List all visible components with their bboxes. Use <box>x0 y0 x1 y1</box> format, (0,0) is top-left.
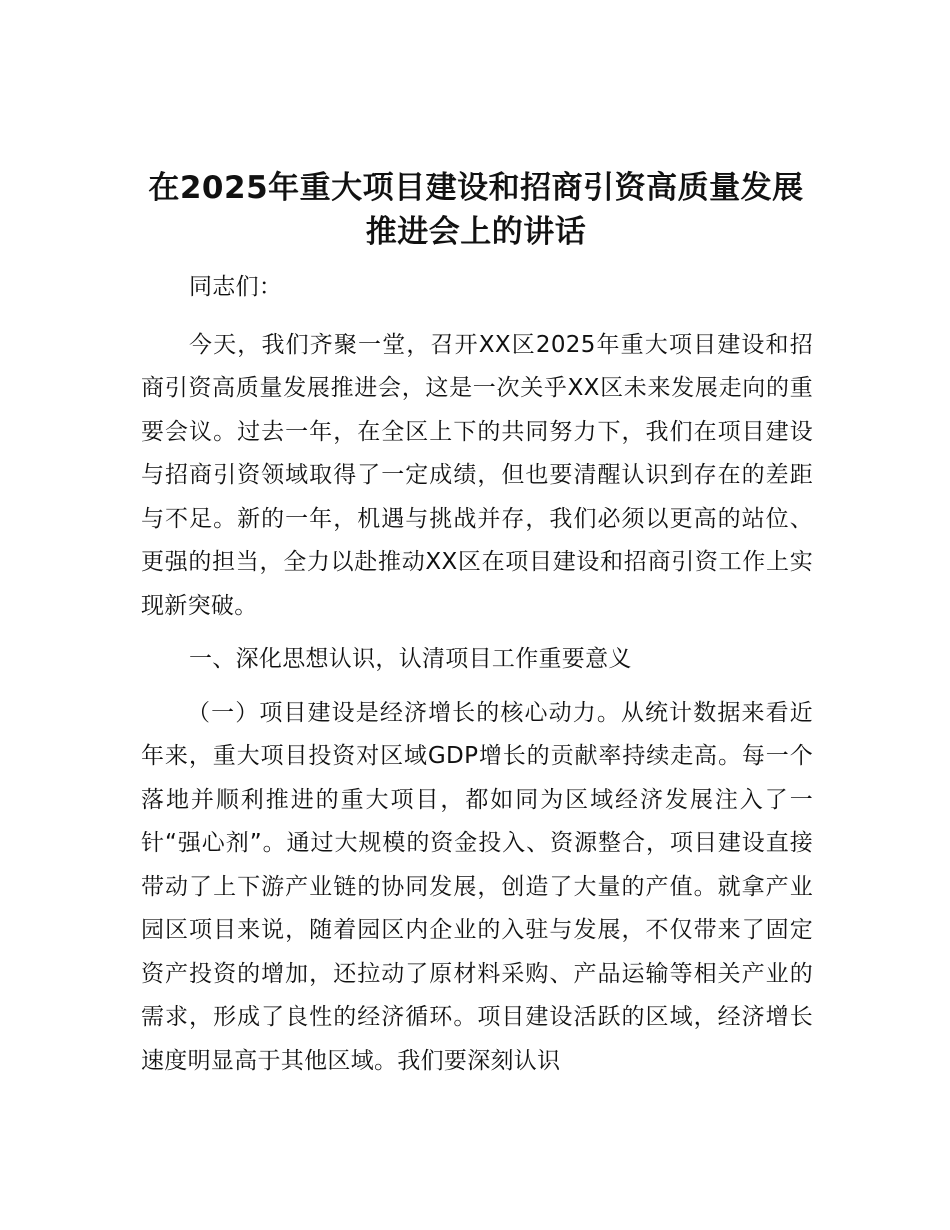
document-title: 在2025年重大项目建设和招商引资高质量发展推进会上的讲话 <box>148 170 804 250</box>
document-body <box>141 266 813 1083</box>
intro-paragraph: 今天，我们齐聚一堂，召开XX区2025年重大项目建设和招商引资高质量发展推进会，这是一次关乎XX区未来发展走向的重要会议。过去一年，在全区上下的共同努力下，我们在项目建设与招商引资领域取得了一定成绩，但也要清醒认识到存在的差距与不足。新的一年，机遇与挑战并存，我们必须以更高的站位、更强的担当，全力以赴推动XX区在项目建设和招商引资工作上实现新突破。 <box>141 331 813 619</box>
section-heading: 一、深化思想认识，认清项目工作重要意义 <box>189 646 632 672</box>
greeting: 同志们： <box>189 274 283 300</box>
section-paragraph: （一）项目建设是经济增长的核心动力。从统计数据来看近年来，重大项目投资对区域GDP增长的贡献率持续走高。每一个落地并顺利推进的重大项目，都如同为区域经济发展注入了一针“强心剂”。通过大规模的资金投入、资源整合，项目建设直接带动了上下游产业链的协同发展，创造了大量的产值。就拿产业园区项目来说，随着园区内企业的入驻与发展，不仅带来了固定资产投资的增加，还拉动了原材料采购、产品运输等相关产业的需求，形成了良性的经济循环。项目建设活跃的区域，经济增长速度明显高于其他区域。我们要深刻认识 <box>141 699 813 1074</box>
